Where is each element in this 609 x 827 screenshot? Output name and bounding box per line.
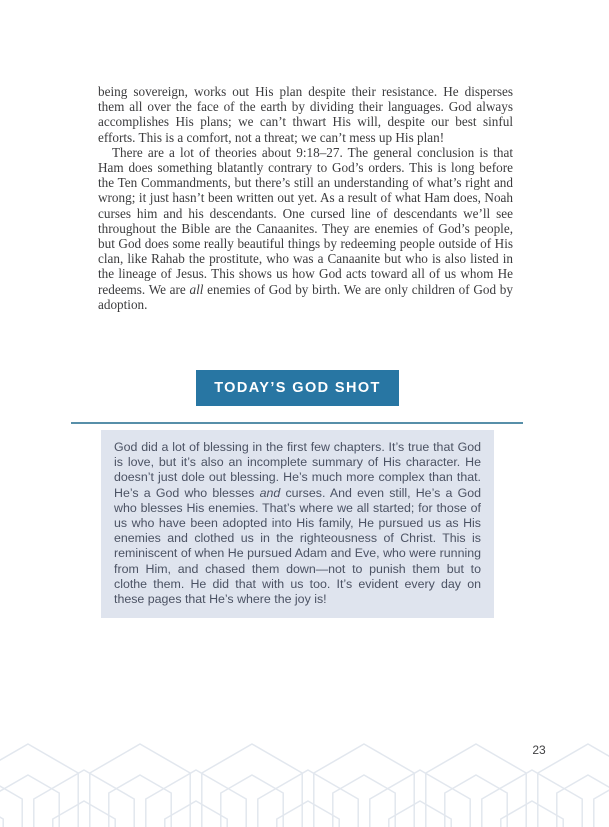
paragraph-text: curses. And even still, He’s a God who blesses His enemies. That’s where we all started; for those of us who have been adopted into His family, He pursued us as His enemies and clothed us in the righteousness of Christ. This is reminiscent of when He pursued Adam and Eve, who were running from Him, and chased them down—not to punish them but to clothe them. He did that with us too. It’s evident every day on these pages that He’s where the joy is! xyxy=(114,485,481,607)
paragraph xyxy=(98,145,513,312)
paragraph-text: God did a lot of blessing in the first few chapters. It’s true that God is love, but it’s also an incomplete summary of His character. He doesn’t just dole out blessing. He’s much more complex than that. He’s a God who blesses xyxy=(114,440,481,500)
banner-label: TODAY’S GOD SHOT xyxy=(214,380,381,396)
paragraph-text: enemies of God by birth. We are only children of God by adoption. xyxy=(98,281,513,312)
paragraph: being sovereign, works out His plan despite their resistance. He disperses them all over the face of the earth by dividing their languages. God always accomplishes His plans; we can’t thwart His will, despite our best sinful efforts. This is a comfort, not a threat; we can’t mess up His plan! xyxy=(98,84,513,145)
emphasis-text: and xyxy=(259,485,281,500)
emphasis-text: all xyxy=(189,281,204,297)
god-shot-paragraph xyxy=(114,440,481,607)
body-text xyxy=(98,84,513,312)
page-number: 23 xyxy=(532,743,546,757)
god-shot-box xyxy=(101,430,494,618)
todays-god-shot-banner xyxy=(196,370,399,406)
divider-rule xyxy=(71,422,523,424)
hexagon-pattern-decoration xyxy=(0,737,609,827)
paragraph-text: There are a lot of theories about 9:18–27. The general conclusion is that Ham does something blatantly contrary to God’s orders. This is long before the Ten Commandments, but there’s still an understanding of what’s right and wrong; it just hasn’t been written out yet. As a result of what Ham does, Noah curses him and his descendants. One cursed line of descendants we’ll see throughout the Bible are the Canaanites. They are enemies of God’s people, but God does some really beautiful things by redeeming people outside of His clan, like Rahab the prostitute, who was a Canaanite but who is also listed in the lineage of Jesus. This shows us how God acts toward all of us whom He redeems. We are xyxy=(98,144,513,297)
